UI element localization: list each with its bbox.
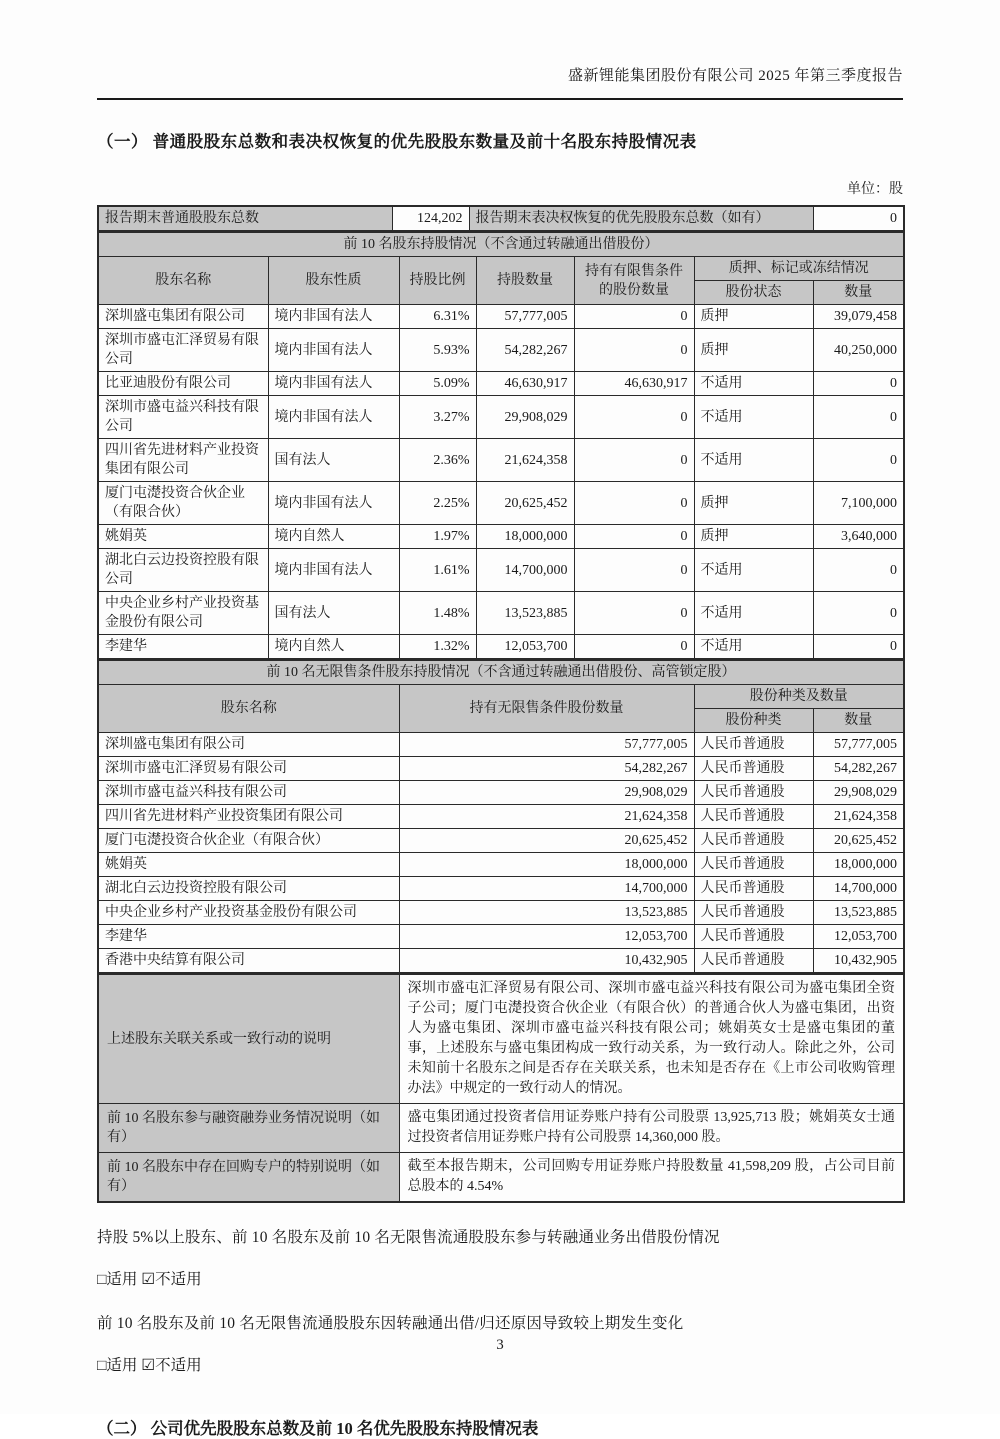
table-cell: 1.97% <box>399 525 476 549</box>
section2-title: （二） 公司优先股股东总数及前 10 名优先股股东持股情况表 <box>97 1419 539 1438</box>
col-pledge-amount: 数量 <box>813 281 904 305</box>
table-cell: 境内非国有法人 <box>268 482 399 525</box>
table-cell: 厦门屯濋投资合伙企业（有限合伙） <box>98 829 399 853</box>
table-cell: 2.36% <box>399 439 476 482</box>
table-cell: 境内非国有法人 <box>268 396 399 439</box>
paragraph-lending: 持股 5%以上股东、前 10 名股东及前 10 名无限售流通股股东参与转融通业务出借股份情况 <box>97 1229 720 1246</box>
table-cell: 2.25% <box>399 482 476 525</box>
table-cell: 质押 <box>694 329 813 372</box>
col-pledge-group: 质押、标记或冻结情况 <box>694 257 904 281</box>
table-row <box>98 482 904 525</box>
table-section-row <box>98 660 904 685</box>
table-cell: 湖北白云边投资控股有限公司 <box>98 549 268 592</box>
table-cell: 46,630,917 <box>574 372 694 396</box>
table-cell: 中央企业乡村产业投资基金股份有限公司 <box>98 592 268 635</box>
table-cell: 39,079,458 <box>813 305 904 329</box>
table-row <box>98 329 904 372</box>
table-cell: 深圳市盛屯益兴科技有限公司 <box>98 781 399 805</box>
top10-unrestricted-table <box>97 659 905 974</box>
table-cell: 10,432,905 <box>813 949 904 974</box>
col-share-type: 股份种类 <box>694 709 813 733</box>
table-row <box>98 396 904 439</box>
table-cell: 0 <box>574 549 694 592</box>
table-cell: 0 <box>574 305 694 329</box>
table-cell: 13,523,885 <box>399 901 694 925</box>
table-cell: 境内非国有法人 <box>268 329 399 372</box>
col-shareholder-nature: 股东性质 <box>268 257 399 305</box>
table-cell: 0 <box>813 372 904 396</box>
table-cell: 比亚迪股份有限公司 <box>98 372 268 396</box>
table-cell: 深圳市盛屯汇泽贸易有限公司 <box>98 329 268 372</box>
table-cell: 0 <box>574 482 694 525</box>
table-row <box>98 925 904 949</box>
shareholder-summary-table <box>97 205 905 232</box>
table-cell: 不适用 <box>694 372 813 396</box>
table-cell: 四川省先进材料产业投资集团有限公司 <box>98 805 399 829</box>
table-cell: 湖北白云边投资控股有限公司 <box>98 877 399 901</box>
table-row <box>98 1153 904 1203</box>
table-cell: 人民币普通股 <box>694 901 813 925</box>
table-cell: 18,000,000 <box>476 525 574 549</box>
table-cell: 21,624,358 <box>399 805 694 829</box>
table-cell: 0 <box>813 396 904 439</box>
table-cell: 14,700,000 <box>476 549 574 592</box>
table-cell: 20,625,452 <box>813 829 904 853</box>
col-holding-ratio: 持股比例 <box>399 257 476 305</box>
table-cell: 0 <box>574 396 694 439</box>
top10-section-header: 前 10 名股东持股情况（不含通过转融通出借股份） <box>98 232 904 257</box>
col-shareholder-name: 股东名称 <box>98 685 399 733</box>
table-cell: 12,053,700 <box>399 925 694 949</box>
col-unrestricted-shares: 持有无限售条件股份数量 <box>399 685 694 733</box>
table-row <box>98 781 904 805</box>
table-row <box>98 549 904 592</box>
table-cell: 香港中央结算有限公司 <box>98 949 399 974</box>
table-row <box>98 757 904 781</box>
table-cell: 0 <box>813 635 904 660</box>
margin-note-label: 前 10 名股东参与融资融券业务情况说明（如有） <box>98 1104 399 1153</box>
table-cell: 人民币普通股 <box>694 733 813 757</box>
table-cell: 中央企业乡村产业投资基金股份有限公司 <box>98 901 399 925</box>
col-share-amount: 数量 <box>813 709 904 733</box>
table-cell: 18,000,000 <box>399 853 694 877</box>
col-share-status: 股份状态 <box>694 281 813 305</box>
table-cell: 29,908,029 <box>813 781 904 805</box>
table-cell: 54,282,267 <box>399 757 694 781</box>
col-share-type-group: 股份种类及数量 <box>694 685 904 709</box>
table-row <box>98 635 904 660</box>
table-cell: 人民币普通股 <box>694 925 813 949</box>
unrestricted-section-header: 前 10 名无限售条件股东持股情况（不含通过转融通出借股份、高管锁定股） <box>98 660 904 685</box>
table-cell: 人民币普通股 <box>694 805 813 829</box>
table-cell: 21,624,358 <box>813 805 904 829</box>
table-cell: 境内非国有法人 <box>268 549 399 592</box>
table-cell: 深圳市盛屯益兴科技有限公司 <box>98 396 268 439</box>
table-cell: 人民币普通股 <box>694 829 813 853</box>
table-cell: 20,625,452 <box>399 829 694 853</box>
table-row <box>98 974 904 1104</box>
table-row <box>98 901 904 925</box>
table-header-row <box>98 257 904 281</box>
table-cell: 57,777,005 <box>813 733 904 757</box>
table-cell: 0 <box>574 635 694 660</box>
table-cell: 境内非国有法人 <box>268 372 399 396</box>
table-cell: 不适用 <box>694 396 813 439</box>
table-cell: 5.09% <box>399 372 476 396</box>
table-cell: 29,908,029 <box>476 396 574 439</box>
table-cell: 12,053,700 <box>813 925 904 949</box>
table-cell: 人民币普通股 <box>694 877 813 901</box>
table-cell: 境内自然人 <box>268 635 399 660</box>
table-row <box>98 439 904 482</box>
table-cell: 人民币普通股 <box>694 853 813 877</box>
table-row <box>98 206 904 231</box>
section1-title: （一） 普通股股东总数和表决权恢复的优先股股东数量及前十名股东持股情况表 <box>97 132 697 151</box>
table-cell: 0 <box>574 592 694 635</box>
header-rule <box>97 98 903 100</box>
table-section-row <box>98 232 904 257</box>
table-cell: 57,777,005 <box>476 305 574 329</box>
notes-table <box>97 973 905 1203</box>
table-cell: 人民币普通股 <box>694 949 813 974</box>
col-restricted-shares: 持有有限售条件的股份数量 <box>574 257 694 305</box>
table-cell: 不适用 <box>694 592 813 635</box>
buyback-note-text: 截至本报告期末，公司回购专用证券账户持股数量 41,598,209 股，占公司目前总股本的 4.54% <box>399 1153 904 1203</box>
table-row <box>98 592 904 635</box>
table-row <box>98 525 904 549</box>
table-cell: 0 <box>813 549 904 592</box>
table-cell: 21,624,358 <box>476 439 574 482</box>
table-row <box>98 305 904 329</box>
top10-shareholders-table <box>97 231 905 660</box>
table-header-row <box>98 685 904 709</box>
table-row <box>98 853 904 877</box>
table-cell: 7,100,000 <box>813 482 904 525</box>
relation-note-label: 上述股东关联关系或一致行动的说明 <box>98 974 399 1104</box>
table-cell: 人民币普通股 <box>694 781 813 805</box>
table-cell: 1.48% <box>399 592 476 635</box>
table-cell: 质押 <box>694 525 813 549</box>
paragraph-change: 前 10 名股东及前 10 名无限售流通股股东因转融通出借/归还原因导致较上期发生变化 <box>97 1315 684 1332</box>
table-cell: 不适用 <box>694 635 813 660</box>
running-header: 盛新锂能集团股份有限公司 2025 年第三季度报告 <box>567 68 903 84</box>
margin-note-text: 盛屯集团通过投资者信用证券账户持有公司股票 13,925,713 股；姚娟英女士通过投资者信用证券账户持有公司股票 14,360,000 股。 <box>399 1104 904 1153</box>
checkbox-line-lending: □适用 ☑不适用 <box>97 1271 202 1288</box>
table-cell: 质押 <box>694 305 813 329</box>
relation-note-text: 深圳市盛屯汇泽贸易有限公司、深圳市盛屯益兴科技有限公司为盛屯集团全资子公司；厦门屯濋投资合伙企业（有限合伙）的普通合伙人为盛屯集团，出资人为盛屯集团、深圳市盛屯益兴科技有限公司；姚娟英女士是盛屯集团的董事，上述股东与盛屯集团构成一致行动关系，为一致行动人。除此之外，公司未知前十名股东之间是否存在关联关系，也未知是否存在《上市公司收购管理办法》中规定的一致行动人的情况。 <box>399 974 904 1104</box>
table-cell: 李建华 <box>98 925 399 949</box>
table-cell: 深圳盛屯集团有限公司 <box>98 305 268 329</box>
buyback-note-label: 前 10 名股东中存在回购专户的特别说明（如有） <box>98 1153 399 1203</box>
table-cell: 李建华 <box>98 635 268 660</box>
table-cell: 12,053,700 <box>476 635 574 660</box>
col-shares-held: 持股数量 <box>476 257 574 305</box>
table-cell: 14,700,000 <box>399 877 694 901</box>
table-cell: 深圳盛屯集团有限公司 <box>98 733 399 757</box>
table-cell: 13,523,885 <box>813 901 904 925</box>
col-shareholder-name: 股东名称 <box>98 257 268 305</box>
table-cell: 0 <box>813 439 904 482</box>
table-cell: 14,700,000 <box>813 877 904 901</box>
table-cell: 姚娟英 <box>98 853 399 877</box>
table-cell: 3.27% <box>399 396 476 439</box>
table-cell: 57,777,005 <box>399 733 694 757</box>
table-cell: 四川省先进材料产业投资集团有限公司 <box>98 439 268 482</box>
table-cell: 厦门屯濋投资合伙企业（有限合伙） <box>98 482 268 525</box>
table-cell: 40,250,000 <box>813 329 904 372</box>
table-cell: 29,908,029 <box>399 781 694 805</box>
table-row <box>98 372 904 396</box>
table-cell: 5.93% <box>399 329 476 372</box>
common-shareholders-label: 报告期末普通股股东总数 <box>98 206 392 231</box>
table-row <box>98 805 904 829</box>
table-cell: 国有法人 <box>268 592 399 635</box>
preferred-shareholders-label: 报告期末表决权恢复的优先股股东总数（如有） <box>469 206 813 231</box>
table-cell: 18,000,000 <box>813 853 904 877</box>
table-cell: 境内自然人 <box>268 525 399 549</box>
table-cell: 0 <box>813 592 904 635</box>
table-cell: 1.32% <box>399 635 476 660</box>
table-row <box>98 1104 904 1153</box>
table-cell: 质押 <box>694 482 813 525</box>
table-cell: 3,640,000 <box>813 525 904 549</box>
table-cell: 13,523,885 <box>476 592 574 635</box>
table-row <box>98 877 904 901</box>
table-row <box>98 949 904 974</box>
table-cell: 人民币普通股 <box>694 757 813 781</box>
table-cell: 10,432,905 <box>399 949 694 974</box>
table-cell: 46,630,917 <box>476 372 574 396</box>
table-cell: 0 <box>574 329 694 372</box>
common-shareholders-value: 124,202 <box>392 206 469 231</box>
table-cell: 20,625,452 <box>476 482 574 525</box>
table-cell: 0 <box>574 439 694 482</box>
table-cell: 国有法人 <box>268 439 399 482</box>
table-cell: 54,282,267 <box>813 757 904 781</box>
table-row <box>98 829 904 853</box>
table-cell: 6.31% <box>399 305 476 329</box>
page-number: 3 <box>496 1337 504 1353</box>
checkbox-line-change: □适用 ☑不适用 <box>97 1357 202 1374</box>
preferred-shareholders-value: 0 <box>813 206 904 231</box>
table-cell: 不适用 <box>694 549 813 592</box>
table-cell: 境内非国有法人 <box>268 305 399 329</box>
table-row <box>98 733 904 757</box>
table-cell: 不适用 <box>694 439 813 482</box>
table-cell: 54,282,267 <box>476 329 574 372</box>
table-cell: 0 <box>574 525 694 549</box>
table-cell: 深圳市盛屯汇泽贸易有限公司 <box>98 757 399 781</box>
table-cell: 姚娟英 <box>98 525 268 549</box>
table-cell: 1.61% <box>399 549 476 592</box>
unit-label: 单位：股 <box>847 182 903 197</box>
